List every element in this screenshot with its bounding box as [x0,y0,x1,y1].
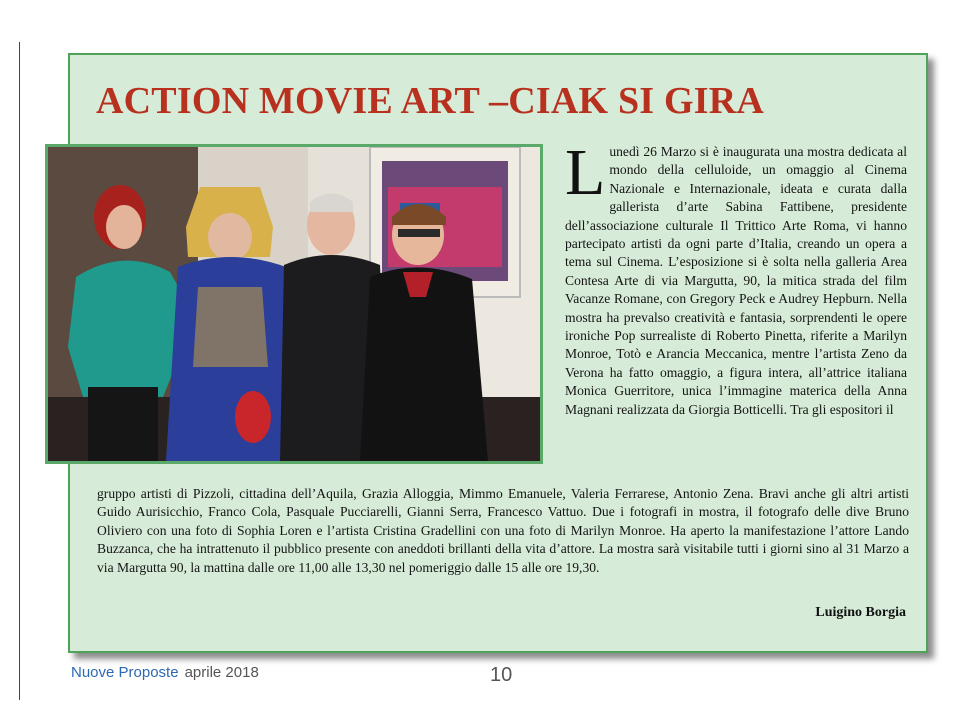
drop-cap: L [565,136,606,209]
page-number: 10 [490,664,513,686]
publication-name: Nuove Proposte [71,664,179,681]
article-full-width-text: gruppo artisti di Pizzoli, cittadina dell’Aquila, Grazia Alloggia, Mimmo Emanuele, Valeria Ferrarese, Antonio Zena. Bravi anche gli altri artisti Guido Aurisicchio, Franco Cola, Pasquale Pucciarelli, Gianni Serra, Francesco Vattuo. Due i fotografi in mostra, il fotografo delle dive Bruno Oliviero con una foto di Sophia Loren e l’artista Cristina Gradellini con una foto di Marilyn Monroe. Ha aperto la manifestazione l’attore Lando Buzzanca, che ha intrattenuto il pubblico presente con aneddoti brillanti della vita d’attore. La mostra sarà visitabile tutti i giorni sino al 31 Marzo a via Margutta 90, la mattina dalle ore 11,00 alle 13,30 nel pomeriggio dalle 15 alle ore 19,30. [97,486,909,575]
footer-publication [71,664,259,681]
article-column-text [565,136,907,419]
article-card [68,53,928,653]
article-author: Luigino Borgia [815,605,906,620]
column-paragraph: unedì 26 Marzo si è inaugurata una mostra dedicata al mondo della celluloide, un omaggio al Cinema Nazionale e Internazionale, ideata e curata dalla gallerista d’arte Sabina Fattibene, presidente dell’associazione culturale Il Trittico Arte Roma, vi hanno partecipato artisti da ogni parte d’Italia, creando un opera a tema sul Cinema. L’esposizione si è solta nella galleria Area Contesa Arte di via Margutta, 90, la mitica strada del film Vacanze Romane, con Gregory Peck e Audrey Hepburn. Nella mostra ha prevalso creatività e fantasia, sorprendenti le opere ironiche Pop surrealiste di Roberto Pinetta, riferite a Marilyn Monroe, Totò e Arancia Meccanica, mentre l’artista Zeno da Verona ha fatto omaggio, a figura intera, all’attrice italiana Monica Guerritore, unica l’immagine materica della Anna Magnani realizzata da Giorgia Botticelli. Tra gli espositori il [565,144,907,417]
article-title: ACTION MOVIE ART –CIAK SI GIRA [96,80,765,122]
article-photo [45,144,543,464]
page-margin-line [19,42,20,700]
publication-date: aprile 2018 [184,664,259,681]
